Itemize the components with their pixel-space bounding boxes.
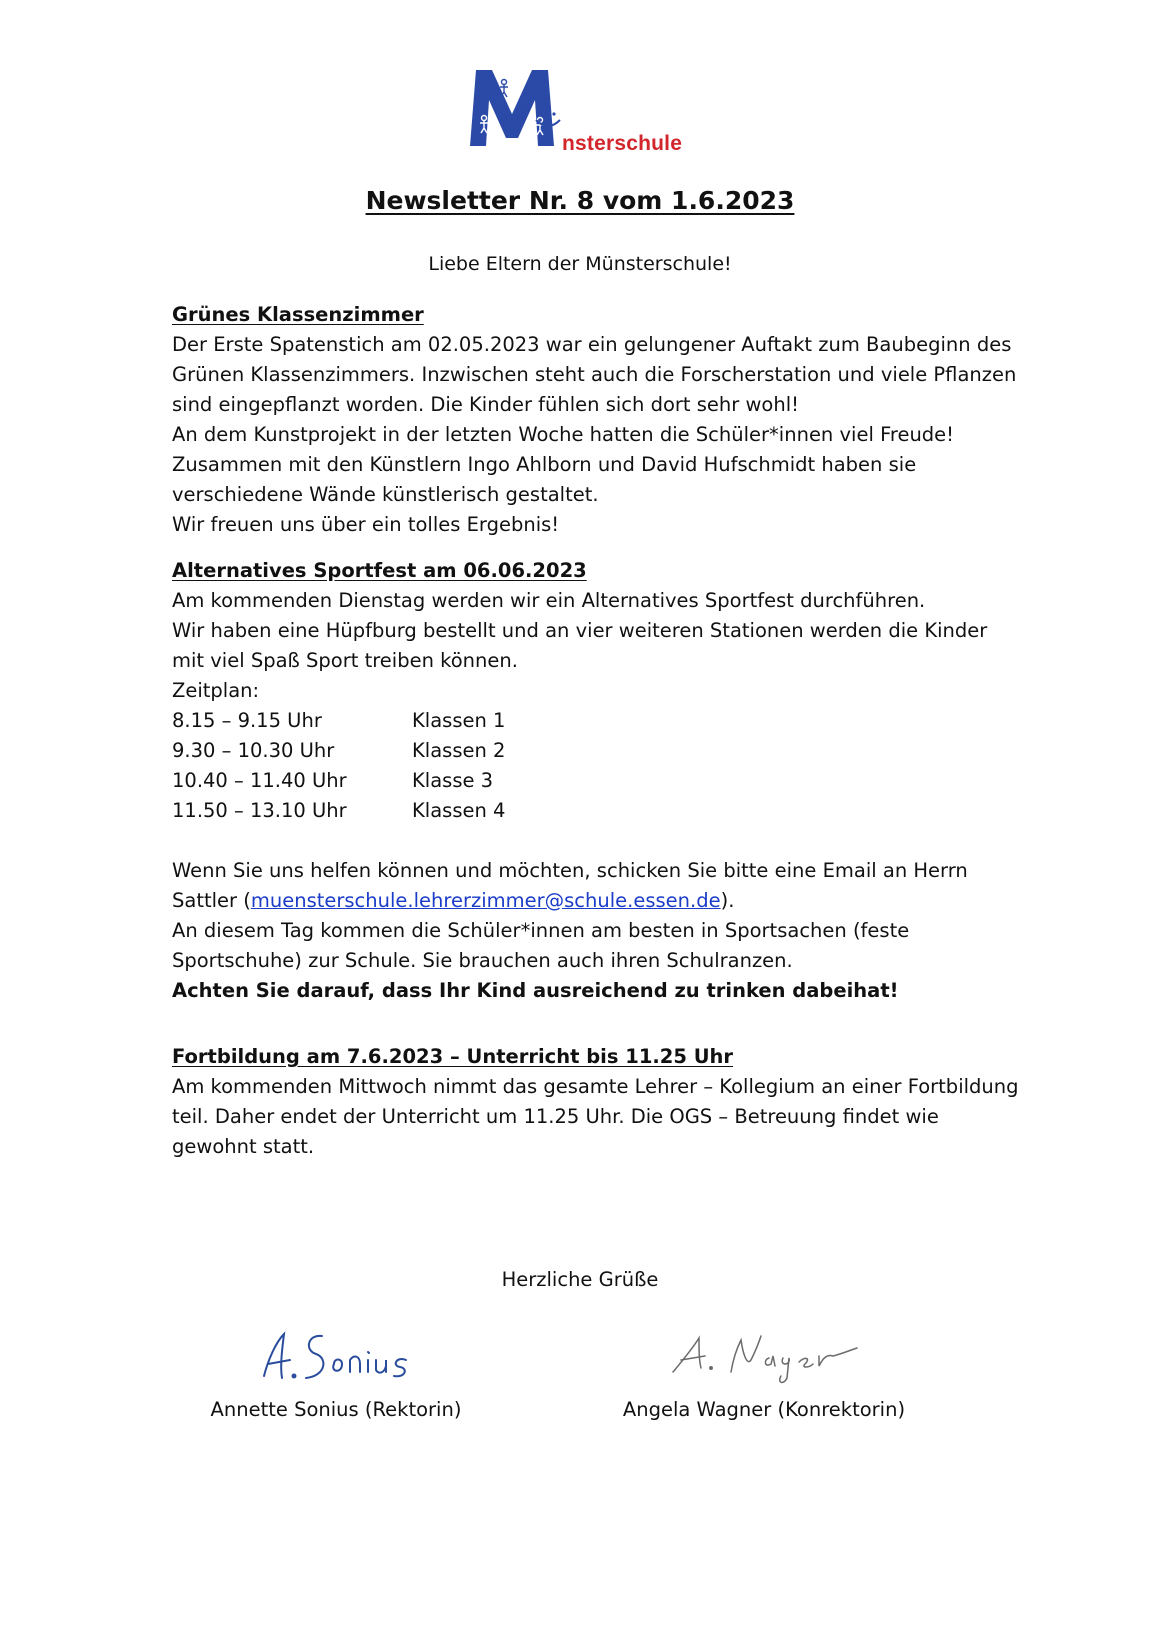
section-heading: Fortbildung am 7.6.2023 – Unterricht bis 11.25 Uhr <box>172 1045 734 1068</box>
signatory-name: Angela Wagner (Konrektorin) <box>622 1398 906 1421</box>
spacer <box>172 826 1052 856</box>
paragraph-line: Wenn Sie uns helfen können und möchten, schicken Sie bitte eine Email an Herrn <box>172 859 968 882</box>
logo-wordmark: nsterschule <box>562 132 683 155</box>
schedule-time: 9.30 – 10.30 Uhr <box>172 739 335 762</box>
bold-notice: Achten Sie darauf, dass Ihr Kind ausreichend zu trinken dabeihat! <box>172 979 899 1002</box>
closing-greeting: Herzliche Grüße <box>501 1268 659 1291</box>
paragraph-line: Grünen Klassenzimmers. Inzwischen steht auch die Forscherstation und viele Pflanzen <box>172 363 1017 386</box>
schedule-row <box>172 766 505 796</box>
schedule-time: 10.40 – 11.40 Uhr <box>172 769 347 792</box>
paragraph-line: An diesem Tag kommen die Schüler*innen am besten in Sportsachen (feste <box>172 919 910 942</box>
handwritten-signature-sonius <box>246 1320 426 1392</box>
schedule-time: 11.50 – 13.10 Uhr <box>172 799 347 822</box>
paragraph-line: verschiedene Wände künstlerisch gestaltet. <box>172 483 599 506</box>
text-fragment: Sattler ( <box>172 889 251 912</box>
school-logo <box>462 62 722 162</box>
paragraph-line: sind eingepflanzt worden. Die Kinder fühlen sich dort sehr wohl! <box>172 393 799 416</box>
paragraph-line: Am kommenden Dienstag werden wir ein Alternatives Sportfest durchführen. <box>172 589 926 612</box>
schedule-group: Klassen 4 <box>412 799 506 822</box>
section-green-classroom <box>172 300 1052 540</box>
schedule-table <box>172 706 505 826</box>
paragraph-line: Der Erste Spatenstich am 02.05.2023 war ein gelungener Auftakt zum Baubeginn des <box>172 333 1012 356</box>
paragraph-line: Am kommenden Mittwoch nimmt das gesamte Lehrer – Kollegium an einer Fortbildung <box>172 1075 1019 1098</box>
paragraph-line: teil. Daher endet der Unterricht um 11.25 Uhr. Die OGS – Betreuung findet wie <box>172 1105 939 1128</box>
section-heading: Alternatives Sportfest am 06.06.2023 <box>172 559 587 582</box>
text-fragment: ). <box>720 889 735 912</box>
schedule-row <box>172 796 505 826</box>
email-link[interactable]: muensterschule.lehrerzimmer@schule.essen.de <box>250 889 721 912</box>
greeting: Liebe Eltern der Münsterschule! <box>428 253 732 275</box>
schedule-group: Klasse 3 <box>412 769 494 792</box>
schedule-group: Klassen 1 <box>412 709 506 732</box>
paragraph-line-email <box>172 886 1052 916</box>
paragraph-line: An dem Kunstprojekt in der letzten Woche hatten die Schüler*innen viel Freude! <box>172 423 954 446</box>
paragraph-line: Wir haben eine Hüpfburg bestellt und an vier weiteren Stationen werden die Kinder <box>172 619 988 642</box>
schedule-row <box>172 736 505 766</box>
schedule-group: Klassen 2 <box>412 739 506 762</box>
paragraph-line: Sportschuhe) zur Schule. Sie brauchen auch ihren Schulranzen. <box>172 949 793 972</box>
schedule-time: 8.15 – 9.15 Uhr <box>172 709 322 732</box>
newsletter-title: Newsletter Nr. 8 vom 1.6.2023 <box>365 186 795 215</box>
section-training-day <box>172 1042 1052 1162</box>
signature-block-deputy <box>604 1320 924 1421</box>
schedule-label: Zeitplan: <box>172 679 260 702</box>
signature-block-principal <box>196 1320 476 1421</box>
section-sports-day <box>172 556 1052 1006</box>
paragraph-line: gewohnt statt. <box>172 1135 315 1158</box>
schedule-row <box>172 706 505 736</box>
paragraph-line: Wir freuen uns über ein tolles Ergebnis! <box>172 513 560 536</box>
section-heading: Grünes Klassenzimmer <box>172 303 424 326</box>
signatory-name: Annette Sonius (Rektorin) <box>210 1398 462 1421</box>
paragraph-line: mit viel Spaß Sport treiben können. <box>172 649 518 672</box>
handwritten-signature-wagner <box>659 1320 869 1392</box>
paragraph-line: Zusammen mit den Künstlern Ingo Ahlborn und David Hufschmidt haben sie <box>172 453 917 476</box>
